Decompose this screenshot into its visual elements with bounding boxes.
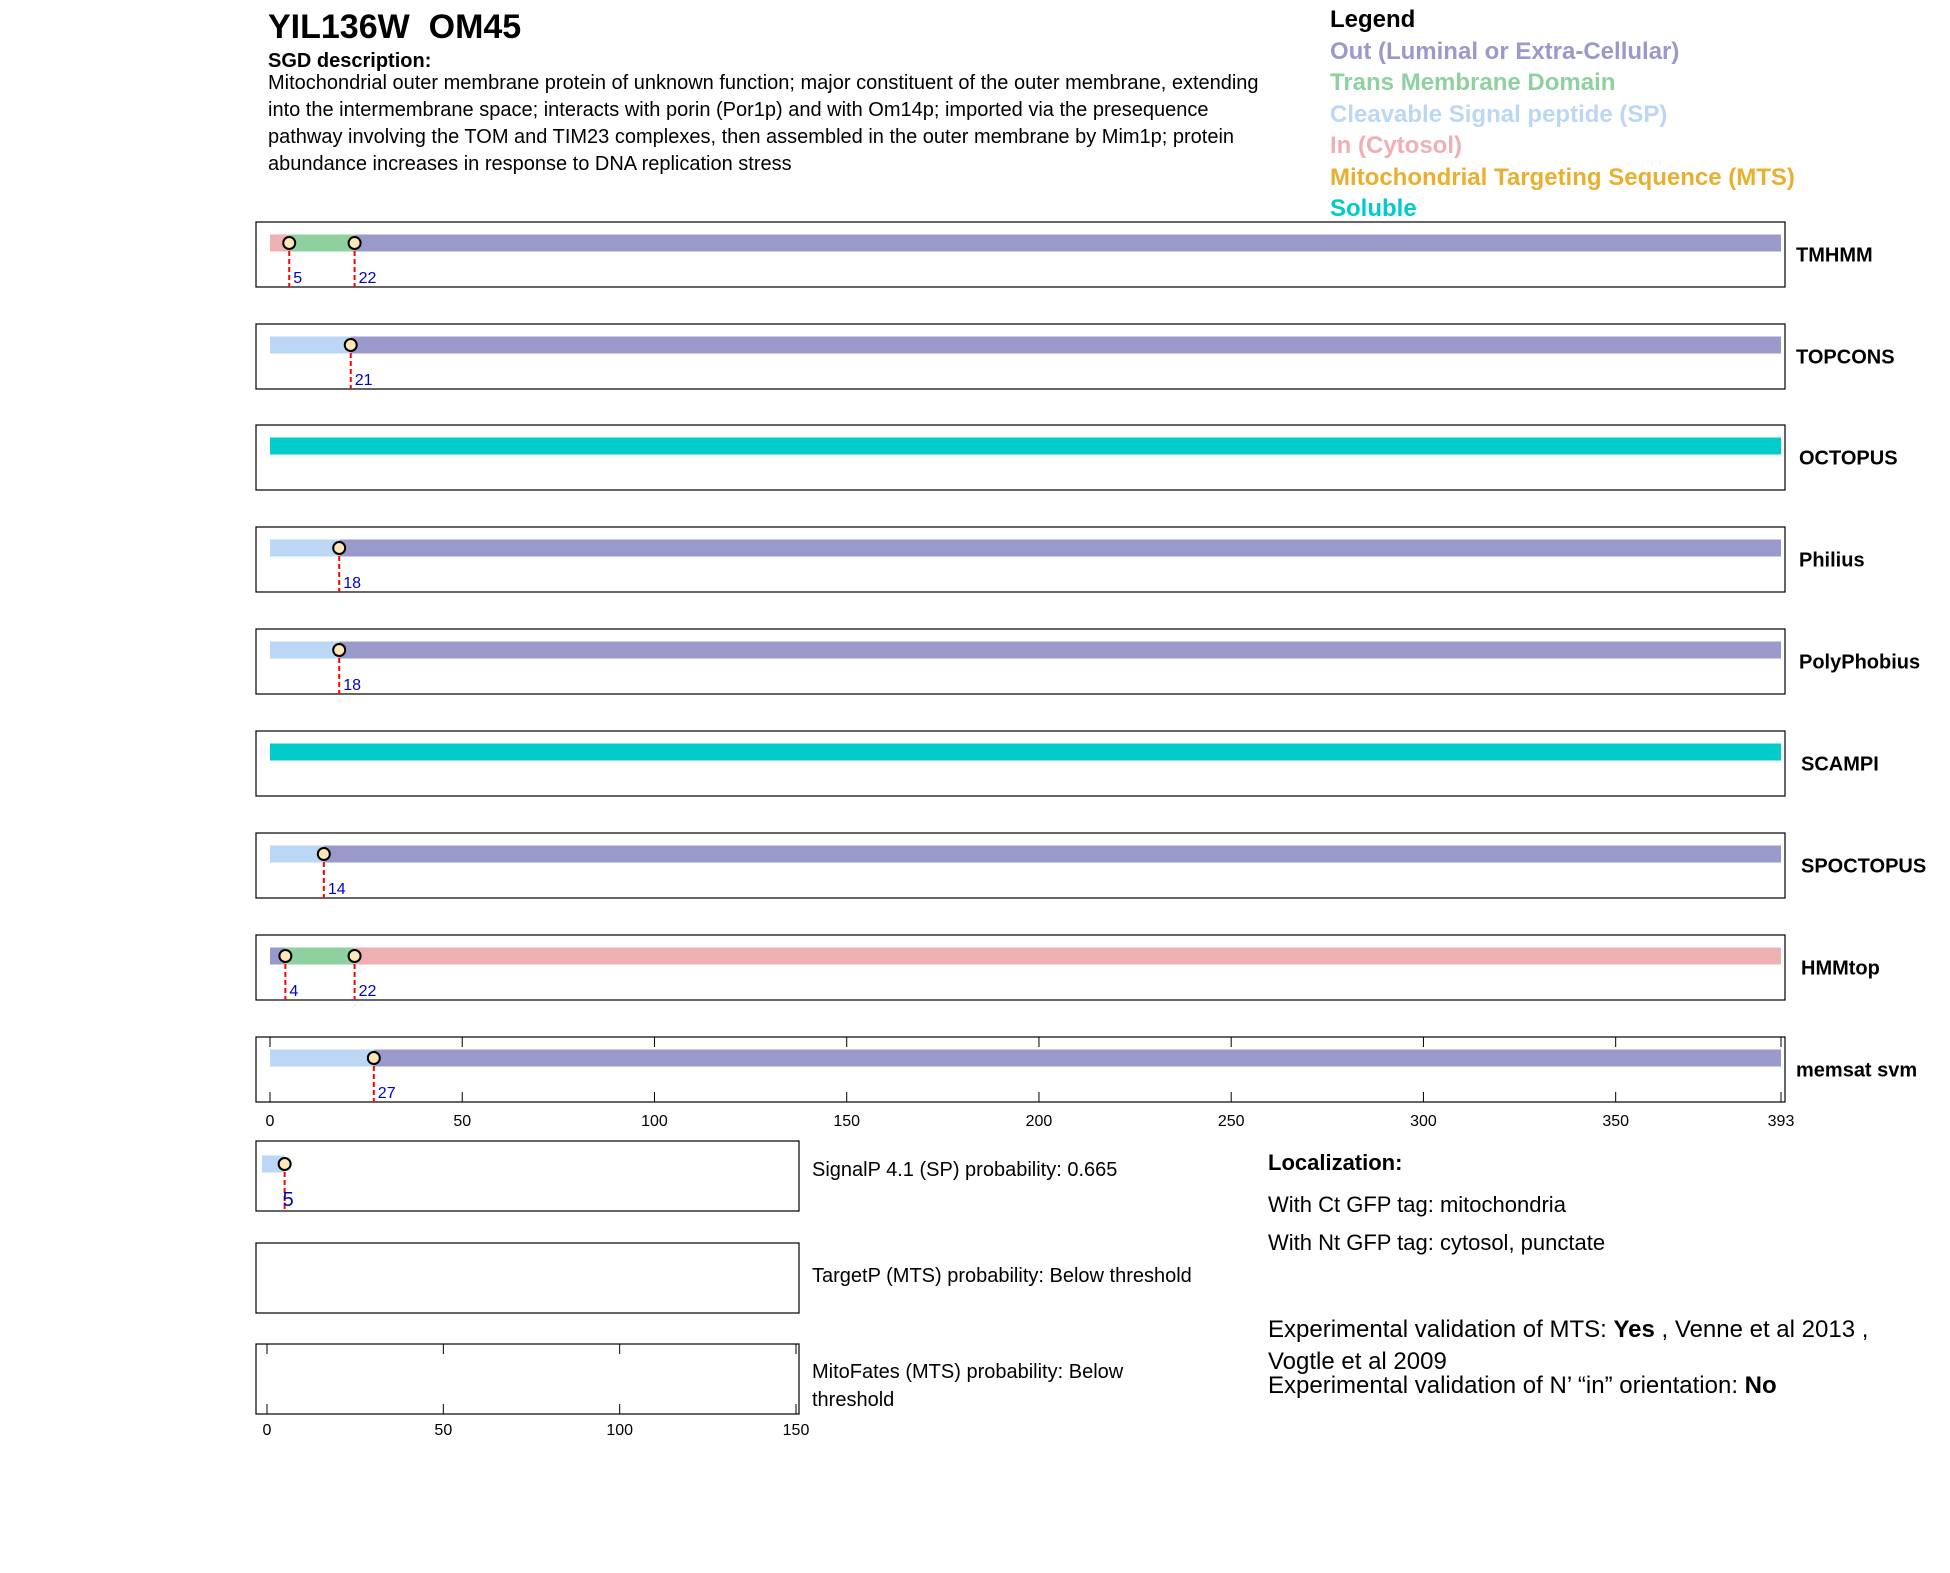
mitofates-label: MitoFates (MTS) probability: Below threshold bbox=[812, 1361, 1124, 1411]
track-frame-tmhmm bbox=[256, 222, 1785, 287]
segment-polyphobius-0 bbox=[270, 642, 339, 659]
nin-validation-value: No bbox=[1744, 1372, 1777, 1399]
small-xtick-label-50: 50 bbox=[434, 1422, 453, 1439]
nin-validation bbox=[1268, 1370, 1908, 1402]
mts-validation-refs: , Venne et al 2013 , Vogtle et al 2009 bbox=[1268, 1316, 1869, 1375]
legend-item-sp: Cleavable Signal peptide (SP) bbox=[1330, 100, 1668, 128]
legend-item-out: Out (Luminal or Extra-Cellular) bbox=[1330, 37, 1680, 65]
xtick-label-300: 300 bbox=[1410, 1113, 1437, 1130]
marker-dot-topcons-21 bbox=[345, 339, 357, 351]
track-name-octopus: OCTOPUS bbox=[1799, 447, 1898, 470]
xtick-label-200: 200 bbox=[1025, 1113, 1053, 1130]
marker-label-memsat-svm-27: 27 bbox=[377, 1085, 396, 1102]
segment-octopus-0 bbox=[270, 438, 1781, 455]
segment-spoctopus-0 bbox=[270, 846, 324, 863]
segment-philius-0 bbox=[270, 540, 339, 557]
marker-dot-hmmtop-22 bbox=[349, 950, 361, 962]
segment-hmmtop-2 bbox=[355, 948, 1781, 965]
marker-label-hmmtop-4: 4 bbox=[289, 983, 299, 1000]
sgd-description: Mitochondrial outer membrane protein of unknown function; major constituent of the outer membrane, extending into the intermembrane space; interacts with porin (Por1p) and with Om14p; imported via the presequence pathway involving the TOM and TIM23 complexes, then assembled in the outer membrane by Mim1p; protein abundance increases in response to DNA replication stress bbox=[268, 72, 1259, 175]
marker-dot-spoctopus-14 bbox=[318, 848, 330, 860]
mts-validation-prefix: Experimental validation of MTS: bbox=[1268, 1316, 1614, 1343]
xtick-label-0: 0 bbox=[265, 1113, 275, 1130]
track-frame-philius bbox=[256, 527, 1785, 592]
marker-dot-tmhmm-22 bbox=[349, 237, 361, 249]
legend bbox=[1330, 4, 1795, 225]
segment-tmhmm-2 bbox=[355, 235, 1781, 252]
marker-label-tmhmm-22: 22 bbox=[358, 270, 377, 287]
localization-heading: Localization: bbox=[1268, 1150, 1403, 1175]
sgd-heading: SGD description: bbox=[268, 50, 432, 72]
xtick-label-393: 393 bbox=[1767, 1113, 1795, 1130]
signalp-label: SignalP 4.1 (SP) probability: 0.665 bbox=[812, 1159, 1118, 1181]
localization-nt: With Nt GFP tag: cytosol, punctate bbox=[1268, 1230, 1606, 1255]
small-track-frame-targetp bbox=[256, 1243, 799, 1313]
small-xtick-label-100: 100 bbox=[606, 1422, 634, 1439]
xtick-label-350: 350 bbox=[1602, 1113, 1630, 1130]
marker-label-polyphobius-18: 18 bbox=[343, 677, 362, 694]
segment-memsat-svm-1 bbox=[374, 1050, 1781, 1067]
small-xtick-label-150: 150 bbox=[782, 1422, 810, 1439]
marker-label-spoctopus-14: 14 bbox=[327, 881, 346, 898]
legend-item-in: In (Cytosol) bbox=[1330, 132, 1462, 159]
track-name-hmmtop: HMMtop bbox=[1801, 957, 1880, 980]
page-title bbox=[268, 8, 521, 47]
track-frame-memsat-svm bbox=[256, 1037, 1785, 1102]
track-name-topcons: TOPCONS bbox=[1796, 346, 1895, 369]
track-frame-spoctopus bbox=[256, 833, 1785, 898]
legend-item-tm: Trans Membrane Domain bbox=[1330, 69, 1616, 96]
legend-item-soluble: Soluble bbox=[1330, 195, 1417, 222]
track-name-philius: Philius bbox=[1799, 549, 1865, 572]
segment-scampi-0 bbox=[270, 744, 1781, 761]
marker-dot-memsat-svm-27 bbox=[368, 1052, 380, 1064]
small-xtick-label-0: 0 bbox=[262, 1422, 272, 1439]
small-track-frame-mitofates bbox=[256, 1344, 799, 1414]
segment-topcons-0 bbox=[270, 337, 351, 354]
small-track-frame-signalp bbox=[256, 1141, 799, 1211]
track-frame-octopus bbox=[256, 425, 1785, 490]
track-name-polyphobius: PolyPhobius bbox=[1799, 651, 1921, 674]
segment-spoctopus-1 bbox=[324, 846, 1781, 863]
legend-item-mts: Mitochondrial Targeting Sequence (MTS) bbox=[1330, 163, 1795, 191]
marker-label-tmhmm-5: 5 bbox=[293, 270, 303, 287]
track-frame-topcons bbox=[256, 324, 1785, 389]
xtick-label-150: 150 bbox=[833, 1113, 861, 1130]
track-frame-hmmtop bbox=[256, 935, 1785, 1000]
marker-label-topcons-21: 21 bbox=[354, 372, 373, 389]
small-marker-label-signalp-5: 5 bbox=[282, 1189, 294, 1211]
segment-tmhmm-1 bbox=[289, 235, 354, 252]
segment-philius-1 bbox=[339, 540, 1781, 557]
track-name-spoctopus: SPOCTOPUS bbox=[1801, 855, 1927, 878]
segment-hmmtop-1 bbox=[285, 948, 354, 965]
marker-dot-hmmtop-4 bbox=[279, 950, 291, 962]
track-name-scampi: SCAMPI bbox=[1801, 753, 1879, 776]
track-frame-scampi bbox=[256, 731, 1785, 796]
track-name-tmhmm: TMHMM bbox=[1796, 244, 1873, 267]
xtick-label-100: 100 bbox=[641, 1113, 668, 1130]
small-marker-dot-signalp-5 bbox=[279, 1158, 291, 1170]
marker-label-hmmtop-22: 22 bbox=[358, 983, 377, 1000]
nin-validation-prefix: Experimental validation of N’ “in” orientation: bbox=[1268, 1372, 1745, 1399]
gene-name: YIL136W bbox=[268, 8, 410, 46]
segment-memsat-svm-0 bbox=[270, 1050, 374, 1067]
marker-dot-polyphobius-18 bbox=[333, 644, 345, 656]
xtick-label-50: 50 bbox=[453, 1113, 472, 1130]
mts-validation-value: Yes bbox=[1613, 1316, 1655, 1343]
segment-polyphobius-1 bbox=[339, 642, 1781, 659]
segment-topcons-1 bbox=[351, 337, 1781, 354]
targetp-label: TargetP (MTS) probability: Below threshold bbox=[812, 1265, 1192, 1287]
marker-label-philius-18: 18 bbox=[343, 575, 362, 592]
track-frame-polyphobius bbox=[256, 629, 1785, 694]
marker-dot-tmhmm-5 bbox=[283, 237, 295, 249]
marker-dot-philius-18 bbox=[333, 542, 345, 554]
legend-title: Legend bbox=[1330, 6, 1416, 33]
track-name-memsat-svm: memsat svm bbox=[1796, 1059, 1918, 1082]
xtick-label-250: 250 bbox=[1217, 1113, 1245, 1130]
protein-name: OM45 bbox=[428, 8, 522, 46]
localization-ct: With Ct GFP tag: mitochondria bbox=[1268, 1192, 1566, 1217]
mts-validation bbox=[1268, 1314, 1908, 1378]
